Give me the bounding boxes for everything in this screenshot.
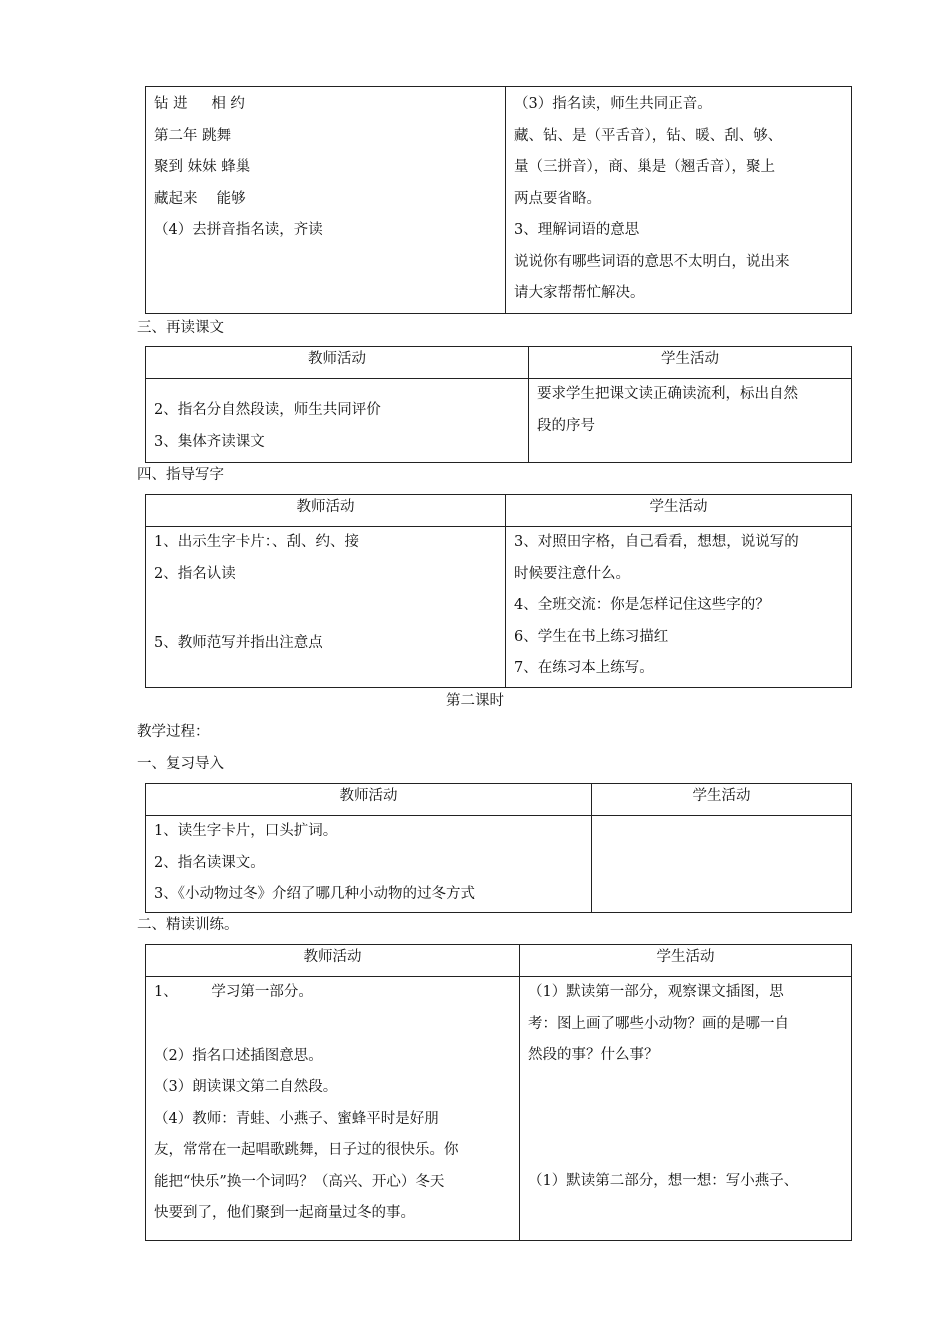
- review-table: [145, 783, 852, 913]
- section-title: 三、再读课文: [137, 320, 224, 336]
- student-cell: [529, 379, 852, 463]
- text-line: 7、在练习本上练写。: [514, 660, 654, 676]
- student-header: 学生活动: [529, 347, 852, 379]
- text-line: 钻 进 相 约: [154, 96, 245, 112]
- text-line: （2）指名口述插图意思。: [154, 1047, 323, 1064]
- student-cell: [520, 977, 852, 1241]
- text-line: 时候要注意什么。: [514, 565, 630, 582]
- text-line: 聚到 妹妹 蜂巢: [154, 159, 251, 175]
- teacher-header: 教师活动: [146, 495, 506, 527]
- text-line: 说说你有哪些词语的意思不太明白，说出来: [514, 253, 790, 270]
- text-line: 3、集体齐读课文: [154, 433, 265, 450]
- text-line: 快要到了，他们聚到一起商量过冬的事。: [154, 1205, 415, 1221]
- student-header: 学生活动: [520, 945, 852, 977]
- text-line: 1、出示生字卡片：、刮、约、接: [154, 534, 359, 550]
- text-line: 能把“快乐”换一个词吗？（高兴、开心）冬天: [154, 1173, 445, 1190]
- text-line: 要求学生把课文读正确读流利，标出自然: [537, 386, 798, 402]
- text-line: 第二年 跳舞: [154, 127, 232, 144]
- intensive-table: [145, 944, 852, 1241]
- process-label: 教学过程：: [137, 724, 210, 740]
- text-line: 藏起来 能够: [154, 190, 246, 207]
- text-line: 5、教师范写并指出注意点: [154, 635, 323, 651]
- vocabulary-table: [145, 86, 852, 314]
- text-line: 3、《小动物过冬》介绍了哪几种小动物的过冬方式: [154, 886, 475, 902]
- student-cell: [506, 87, 852, 314]
- text-line: 量（三拼音），商、巢是（翘舌音），聚上: [514, 159, 775, 175]
- text-line: （4）去拼音指名读，齐读: [154, 222, 323, 238]
- student-header: 学生活动: [506, 495, 852, 527]
- text-line: 6、学生在书上练习描红: [514, 628, 669, 645]
- text-line: 请大家帮帮忙解决。: [514, 285, 645, 301]
- reread-table: [145, 346, 852, 463]
- text-line: 3、理解词语的意思: [514, 222, 640, 238]
- text-line: 1、读生字卡片，口头扩词。: [154, 823, 338, 839]
- text-line: （4）教师：青蛙、小燕子、蜜蜂平时是好朋: [154, 1110, 439, 1127]
- text-line: （3）指名读，师生共同正音。: [514, 96, 712, 112]
- text-line: 2、指名读课文。: [154, 854, 265, 871]
- text-line: 两点要省略。: [514, 190, 601, 207]
- teacher-cell: [146, 816, 592, 913]
- teacher-cell: [146, 527, 506, 688]
- teacher-cell: [146, 379, 529, 463]
- section-title: 四、指导写字: [137, 467, 224, 483]
- section-title: 二、精读训练。: [137, 917, 239, 933]
- text-line: 藏、钻、是（平舌音），钻、暖、刮、够、: [514, 127, 783, 144]
- writing-table: [145, 494, 852, 688]
- text-line: 2、指名分自然段读，师生共同评价: [154, 402, 381, 418]
- lesson-title: 第二课时: [446, 693, 504, 709]
- teacher-header: 教师活动: [146, 945, 520, 977]
- text-line: 段的序号: [537, 417, 595, 434]
- section-title: 一、复习导入: [137, 756, 224, 772]
- student-cell: [592, 816, 852, 913]
- text-line: 3、对照田字格，自己看看，想想，说说写的: [514, 534, 799, 550]
- student-cell: [506, 527, 852, 688]
- teacher-header: 教师活动: [146, 347, 529, 379]
- text-line: （3）朗读课文第二自然段。: [154, 1079, 338, 1095]
- student-header: 学生活动: [592, 784, 852, 816]
- teacher-header: 教师活动: [146, 784, 592, 816]
- teacher-cell: [146, 977, 520, 1241]
- text-line: （1）默读第一部分，观察课文插图，思: [528, 984, 784, 1000]
- text-line: 4、全班交流：你是怎样记住这些字的？: [514, 597, 770, 613]
- text-line: 1、 学习第一部分。: [154, 984, 313, 1000]
- text-line: 友，常常在一起唱歌跳舞，日子过的很快乐。你: [154, 1142, 459, 1158]
- text-line: 2、指名认读: [154, 565, 236, 582]
- teacher-cell: [146, 87, 506, 314]
- text-line: 考：图上画了哪些小动物？画的是哪一自: [528, 1015, 789, 1032]
- text-line: 然段的事？什么事？: [528, 1047, 659, 1063]
- text-line: （1）默读第二部分，想一想：写小燕子、: [528, 1172, 799, 1189]
